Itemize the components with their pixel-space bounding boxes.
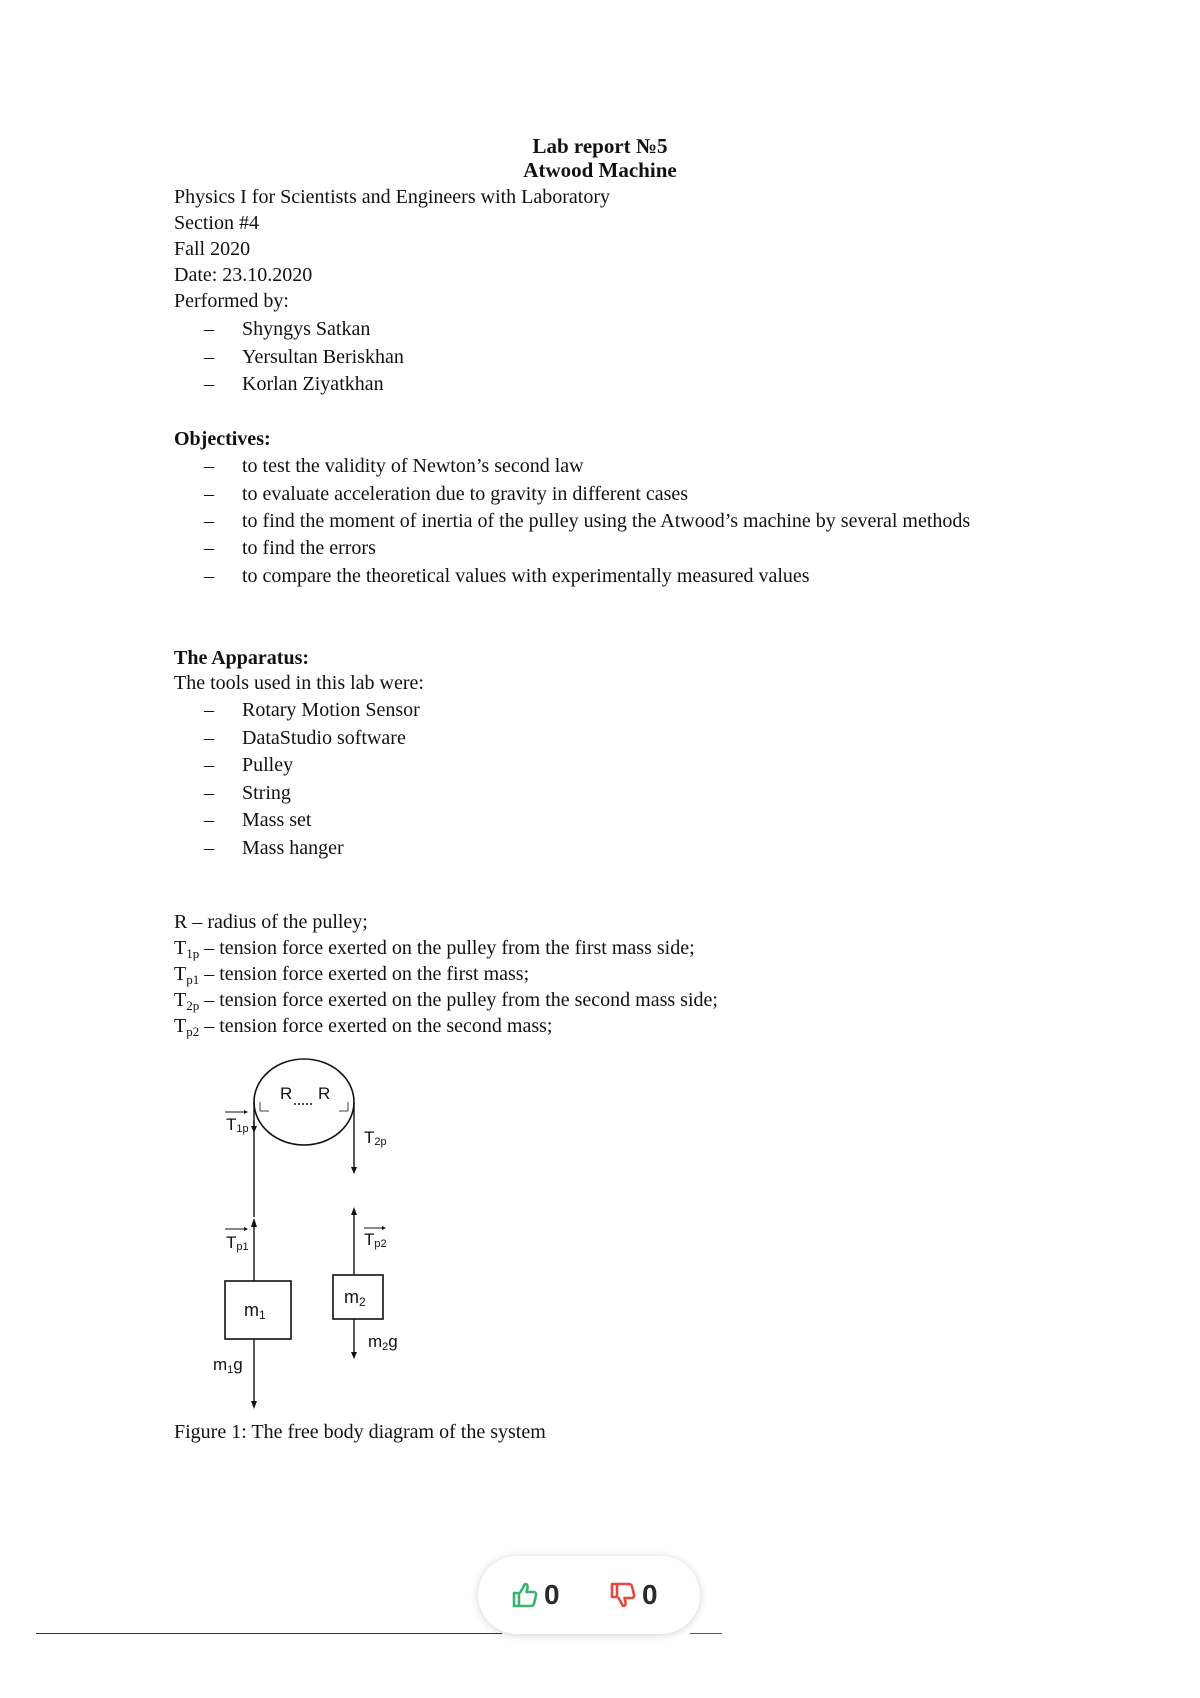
report-date: Date: 23.10.2020 (174, 264, 313, 286)
apparatus-item: – DataStudio software (204, 725, 420, 753)
author-list (204, 316, 404, 399)
apparatus-intro: The tools used in this lab were: (174, 672, 424, 694)
m1g-label: m1g (213, 1355, 243, 1376)
pulley-circle (254, 1059, 354, 1145)
definition-line: R – radius of the pulley; (174, 911, 368, 933)
thumbs-up-icon (510, 1580, 540, 1610)
objective-item: – to test the validity of Newton’s second law (204, 453, 1002, 481)
radius-label-left: R (280, 1084, 293, 1103)
definition-line: $T_{p2}$ – tension force exerted on the second mass; (174, 1015, 553, 1039)
report-subtitle: Atwood Machine (523, 158, 677, 182)
apparatus-item: – Mass set (204, 807, 420, 835)
author-item: – Korlan Ziyatkhan (204, 371, 404, 399)
m2g-label: m2g (368, 1332, 398, 1353)
objective-item: – to find the moment of inertia of the pulley using the Atwood’s machine by several methods (204, 508, 1002, 535)
objective-item: – to compare the theoretical values with experimentally measured values (204, 563, 1002, 591)
tp1-label: Tp1 (226, 1233, 249, 1253)
course-name: Physics I for Scientists and Engineers with Laboratory (174, 186, 611, 208)
t2p-arrow (351, 1167, 357, 1174)
downvote-button[interactable] (608, 1576, 658, 1614)
apparatus-heading: The Apparatus: (174, 647, 310, 669)
t2p-label: T2p (364, 1128, 387, 1148)
footer-divider (36, 1633, 502, 1634)
apparatus-item: – Rotary Motion Sensor (204, 697, 420, 725)
performed-by-label: Performed by: (174, 290, 289, 312)
objectives-list (204, 453, 1002, 590)
report-title: Lab report №5 (532, 134, 668, 158)
objectives-heading: Objectives: (174, 428, 271, 450)
radius-label-right: R (318, 1084, 331, 1103)
free-body-diagram (213, 1055, 462, 1415)
mass-2-label: m2 (344, 1287, 366, 1309)
definition-line: $T_{2p}$ – tension force exerted on the pulley from the second mass side; (174, 989, 718, 1013)
definition-line: $T_{1p}$ – tension force exerted on the pulley from the first mass side; (174, 937, 695, 961)
section-number: Section #4 (174, 212, 259, 234)
tp2-label: Tp2 (364, 1230, 387, 1250)
objective-item: – to evaluate acceleration due to gravity in different cases (204, 481, 1002, 509)
downvote-count: 0 (642, 1579, 658, 1610)
author-item: – Shyngys Satkan (204, 316, 404, 344)
apparatus-list (204, 697, 420, 862)
term: Fall 2020 (174, 238, 251, 260)
mass-1-label: m1 (244, 1300, 266, 1322)
vote-bar (478, 1556, 700, 1634)
upvote-button[interactable] (510, 1576, 560, 1614)
apparatus-item: – String (204, 780, 420, 808)
upvote-count: 0 (544, 1579, 560, 1610)
t1p-label: T1p (226, 1115, 249, 1135)
apparatus-item: – Pulley (204, 752, 420, 780)
figure-caption: Figure 1: The free body diagram of the system (174, 1421, 546, 1443)
author-item: – Yersultan Beriskhan (204, 344, 404, 372)
footer-divider (690, 1633, 722, 1634)
objective-item: – to find the errors (204, 535, 1002, 563)
definition-line: $T_{p1}$ – tension force exerted on the first mass; (174, 963, 530, 987)
apparatus-item: – Mass hanger (204, 835, 420, 863)
thumbs-down-icon (608, 1580, 638, 1610)
